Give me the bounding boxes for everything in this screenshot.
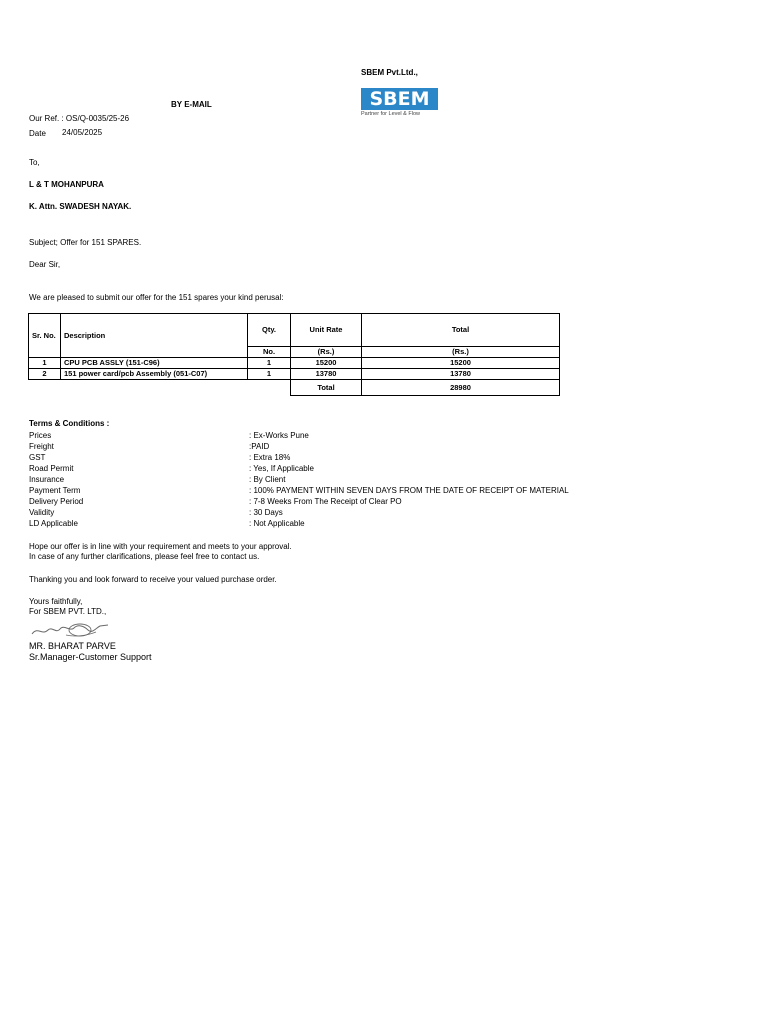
table-row: [29, 369, 560, 380]
row-sr: 2: [29, 369, 61, 380]
row-rate: 15200: [291, 358, 362, 369]
attention-line: K. Attn. SWADESH NAYAK.: [29, 202, 132, 211]
term-value: : Not Applicable: [249, 519, 305, 528]
recipient-name: L & T MOHANPURA: [29, 180, 104, 189]
header-qty: Qty.: [248, 314, 291, 347]
date-label: Date: [29, 129, 46, 138]
term-value: : Yes, If Applicable: [249, 464, 314, 473]
subject-line: Subject; Offer for 151 SPARES.: [29, 238, 142, 247]
row-rate: 13780: [291, 369, 362, 380]
row-total: 15200: [362, 358, 560, 369]
header-rate-unit: (Rs.): [291, 347, 362, 358]
header-total: Total: [362, 314, 560, 347]
table-row: [29, 358, 560, 369]
row-total: 13780: [362, 369, 560, 380]
term-value: :PAID: [249, 442, 270, 451]
header-description: Description: [61, 314, 248, 358]
table-header-row: [29, 314, 560, 347]
header-total-unit: (Rs.): [362, 347, 560, 358]
yours-faithfully: Yours faithfully,: [29, 597, 83, 606]
for-company: For SBEM PVT. LTD.,: [29, 607, 107, 616]
salutation: Dear Sir,: [29, 260, 61, 269]
signer-name: MR. BHARAT PARVE: [29, 641, 116, 651]
term-label: Insurance: [29, 475, 65, 484]
reference-line: [29, 114, 129, 123]
closing-line-3: Thanking you and look forward to receive your valued purchase order.: [29, 575, 277, 584]
table-total-row: [29, 380, 560, 396]
row-qty: 1: [248, 358, 291, 369]
row-qty: 1: [248, 369, 291, 380]
term-value: : Ex-Works Pune: [249, 431, 309, 440]
row-sr: 1: [29, 358, 61, 369]
signer-title: Sr.Manager-Customer Support: [29, 652, 152, 662]
term-label: Road Permit: [29, 464, 74, 473]
date-value: 24/05/2025: [62, 128, 103, 137]
delivery-mode: BY E-MAIL: [171, 100, 212, 109]
term-label: Payment Term: [29, 486, 81, 495]
term-value: : 7-8 Weeks From The Receipt of Clear PO: [249, 497, 402, 506]
company-logo: SBEM: [361, 88, 438, 110]
header-unit-rate: Unit Rate: [291, 314, 362, 347]
term-label: LD Applicable: [29, 519, 78, 528]
term-label: GST: [29, 453, 46, 462]
quotation-table: [28, 313, 560, 396]
row-description: 151 power card/pcb Assembly (051-C07): [61, 369, 248, 380]
total-label: Total: [291, 380, 362, 396]
row-description: CPU PCB ASSLY (151-C96): [61, 358, 248, 369]
signature-image: [30, 620, 110, 640]
header-sr-no: Sr. No.: [29, 314, 61, 358]
term-value: : By Client: [249, 475, 286, 484]
logo-tagline: Partner for Level & Flow: [361, 111, 420, 117]
ref-label: Our Ref. :: [29, 114, 64, 123]
intro-text: We are pleased to submit our offer for the 151 spares your kind perusal:: [29, 293, 284, 302]
closing-line-2: In case of any further clarifications, please feel free to contact us.: [29, 552, 260, 561]
term-label: Delivery Period: [29, 497, 84, 506]
terms-title: Terms & Conditions :: [29, 419, 110, 428]
term-value: : 30 Days: [249, 508, 283, 517]
header-qty-unit: No.: [248, 347, 291, 358]
term-value: : Extra 18%: [249, 453, 291, 462]
term-label: Validity: [29, 508, 55, 517]
company-name: SBEM Pvt.Ltd.,: [361, 68, 418, 77]
closing-line-1: Hope our offer is in line with your requirement and meets to your approval.: [29, 542, 292, 551]
term-label: Freight: [29, 442, 54, 451]
grand-total: 28980: [362, 380, 560, 396]
ref-value: OS/Q-0035/25-26: [65, 114, 130, 123]
term-label: Prices: [29, 431, 52, 440]
to-line: To,: [29, 158, 40, 167]
term-value: : 100% PAYMENT WITHIN SEVEN DAYS FROM THE DATE OF RECEIPT OF MATERIAL: [249, 486, 569, 495]
